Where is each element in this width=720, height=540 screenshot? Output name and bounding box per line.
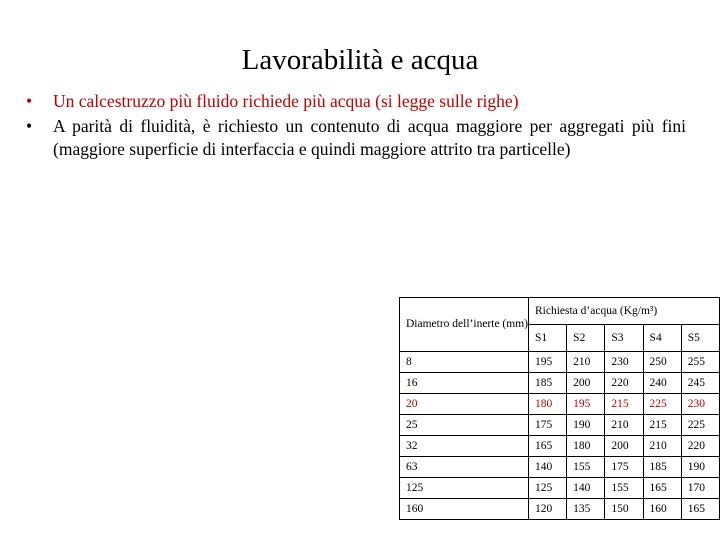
water-value-cell: 150: [605, 499, 643, 520]
water-value-cell: 135: [567, 499, 605, 520]
water-value-cell: 230: [681, 394, 719, 415]
table-row: [400, 373, 720, 394]
bullet-text: Un calcestruzzo più fluido richiede più acqua (si legge sulle righe): [53, 91, 519, 111]
diameter-cell: 8: [400, 352, 529, 373]
diameter-cell: 160: [400, 499, 529, 520]
table-row: [400, 352, 720, 373]
water-value-cell: 215: [643, 415, 681, 436]
class-header: S1: [528, 325, 566, 352]
water-value-cell: 155: [605, 478, 643, 499]
class-header: S2: [567, 325, 605, 352]
water-value-cell: 175: [605, 457, 643, 478]
class-header: S4: [643, 325, 681, 352]
diameter-cell: 63: [400, 457, 529, 478]
water-value-cell: 170: [681, 478, 719, 499]
water-value-cell: 200: [605, 436, 643, 457]
water-value-cell: 180: [567, 436, 605, 457]
table-row: [400, 457, 720, 478]
bullet-marker: •: [26, 116, 33, 136]
water-value-cell: 195: [567, 394, 605, 415]
table-row: [400, 436, 720, 457]
water-value-cell: 165: [643, 478, 681, 499]
table-row: [400, 478, 720, 499]
water-value-cell: 210: [643, 436, 681, 457]
table-row: [400, 394, 720, 415]
water-value-cell: 220: [605, 373, 643, 394]
water-value-cell: 245: [681, 373, 719, 394]
table-row: [400, 499, 720, 520]
bullet-list: [26, 90, 686, 163]
diameter-cell: 20: [400, 394, 529, 415]
water-value-cell: 175: [528, 415, 566, 436]
bullet-text: A parità di fluidità, è richiesto un contenuto di acqua maggiore per aggregati più fini (maggiore superficie di interfaccia e quindi maggiore attrito tra particelle): [53, 116, 686, 159]
water-value-cell: 220: [681, 436, 719, 457]
water-value-cell: 255: [681, 352, 719, 373]
water-header: Richiesta d’acqua (Kg/m³): [528, 298, 719, 325]
page-title: Lavorabilità e acqua: [241, 44, 479, 76]
bullet-item: [26, 90, 686, 113]
water-value-cell: 225: [681, 415, 719, 436]
water-value-cell: 155: [567, 457, 605, 478]
water-value-cell: 190: [567, 415, 605, 436]
water-value-cell: 165: [681, 499, 719, 520]
class-header: S3: [605, 325, 643, 352]
water-value-cell: 180: [528, 394, 566, 415]
bullet-marker: •: [26, 91, 33, 111]
water-value-cell: 140: [567, 478, 605, 499]
water-requirement-table: [399, 297, 720, 520]
water-value-cell: 140: [528, 457, 566, 478]
water-value-cell: 185: [528, 373, 566, 394]
diameter-cell: 32: [400, 436, 529, 457]
water-value-cell: 125: [528, 478, 566, 499]
water-value-cell: 240: [643, 373, 681, 394]
diameter-cell: 25: [400, 415, 529, 436]
water-value-cell: 165: [528, 436, 566, 457]
water-value-cell: 225: [643, 394, 681, 415]
water-value-cell: 210: [605, 415, 643, 436]
bullet-item: [26, 115, 686, 161]
water-value-cell: 120: [528, 499, 566, 520]
water-value-cell: 195: [528, 352, 566, 373]
diameter-header: Diametro dell’inerte (mm): [400, 298, 529, 352]
water-value-cell: 215: [605, 394, 643, 415]
water-value-cell: 250: [643, 352, 681, 373]
water-value-cell: 200: [567, 373, 605, 394]
water-value-cell: 230: [605, 352, 643, 373]
diameter-cell: 125: [400, 478, 529, 499]
water-value-cell: 190: [681, 457, 719, 478]
class-header: S5: [681, 325, 719, 352]
water-value-cell: 210: [567, 352, 605, 373]
table-header-row: [400, 298, 720, 325]
diameter-cell: 16: [400, 373, 529, 394]
water-value-cell: 185: [643, 457, 681, 478]
table-row: [400, 415, 720, 436]
water-value-cell: 160: [643, 499, 681, 520]
